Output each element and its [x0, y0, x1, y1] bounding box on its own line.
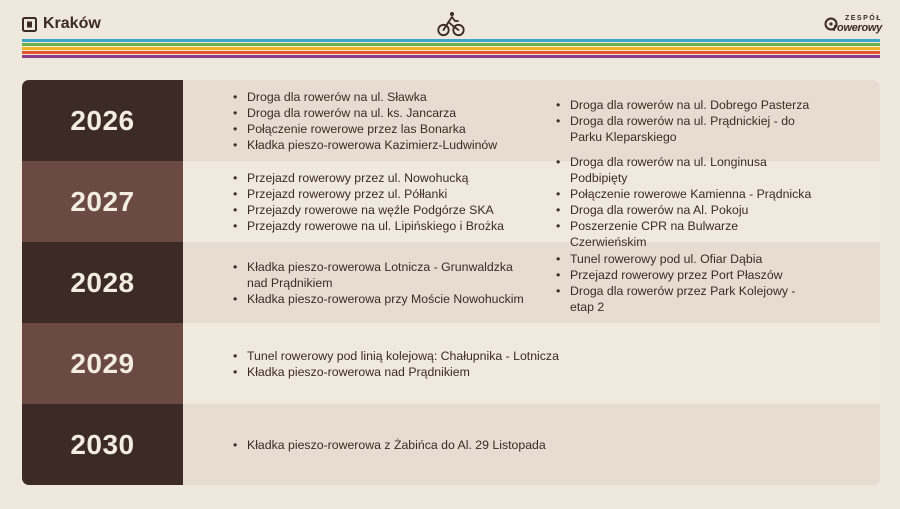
project-item: • Przejazd rowerowy przez ul. Półłanki [233, 186, 533, 202]
year-row [22, 323, 880, 404]
year-row [22, 80, 880, 161]
project-item: • Kładka pieszo-rowerowa przy Moście Nowohuckim [233, 291, 533, 307]
project-item: • Droga dla rowerów na ul. ks. Jancarza [233, 105, 533, 121]
zespol-rowerowy-logo[interactable] [822, 15, 882, 37]
project-list [183, 154, 880, 249]
project-list [183, 242, 880, 323]
krakow-logo[interactable] [22, 15, 101, 33]
project-column-left [233, 259, 533, 307]
project-item: • Droga dla rowerów na ul. Longinusa Podbipięty [556, 154, 816, 186]
year-row [22, 154, 880, 249]
krakow-logo-icon [22, 17, 37, 32]
project-column-right [556, 251, 816, 315]
cyclist-icon [437, 11, 465, 37]
project-item: • Przejazd rowerowy przez Port Płaszów [556, 267, 816, 283]
project-column-left [233, 348, 733, 380]
project-item: • Połączenie rowerowe przez las Bonarka [233, 121, 533, 137]
year-row [22, 242, 880, 323]
project-list [183, 404, 880, 485]
project-item: • Kładka pieszo-rowerowa z Żabińca do Al. 29 Listopada [233, 437, 733, 453]
year-row [22, 404, 880, 485]
project-item: • Droga dla rowerów na ul. Prądnickiej - do Parku Kleparskiego [556, 113, 816, 145]
color-stripe [22, 51, 880, 54]
project-column-right [556, 97, 816, 145]
project-list [183, 323, 880, 404]
project-list [183, 80, 880, 161]
project-item: • Droga dla rowerów przez Park Kolejowy - etap 2 [556, 283, 816, 315]
project-item: • Przejazdy rowerowe na węźle Podgórze SKA [233, 202, 533, 218]
year-label: 2030 [22, 404, 183, 485]
color-stripes [22, 39, 880, 59]
header [0, 0, 900, 40]
project-item: • Połączenie rowerowe Kamienna - Prądnicka [556, 186, 816, 202]
color-stripe [22, 55, 880, 58]
color-stripe [22, 39, 880, 42]
partner-name-top: ZESPÓŁ [844, 15, 882, 22]
project-item: • Tunel rowerowy pod linią kolejową: Chałupnika - Lotnicza [233, 348, 733, 364]
project-column-left [233, 437, 733, 453]
city-name: Kraków [43, 15, 101, 32]
project-item: • Droga dla rowerów na ul. Sławka [233, 89, 533, 105]
project-item: • Kładka pieszo-rowerowa nad Prądnikiem [233, 364, 733, 380]
project-item: • Kładka pieszo-rowerowa Kazimierz-Ludwinów [233, 137, 533, 153]
color-stripe [22, 43, 880, 46]
year-label: 2028 [22, 242, 183, 323]
project-item: • Poszerzenie CPR na Bulwarze Czerwieńskim [556, 218, 816, 250]
year-label: 2029 [22, 323, 183, 404]
year-label: 2027 [22, 161, 183, 242]
project-column-left [233, 170, 533, 234]
project-item: • Przejazd rowerowy przez ul. Nowohucką [233, 170, 533, 186]
year-label: 2026 [22, 80, 183, 161]
color-stripe [22, 47, 880, 50]
project-item: • Przejazdy rowerowe na ul. Lipińskiego i Brożka [233, 218, 533, 234]
project-item: • Droga dla rowerów na ul. Dobrego Pasterza [556, 97, 816, 113]
project-column-right [556, 154, 816, 250]
project-item: • Tunel rowerowy pod ul. Ofiar Dąbia [556, 251, 816, 267]
roadmap-table [22, 80, 880, 485]
project-item: • Droga dla rowerów na Al. Pokoju [556, 202, 816, 218]
project-column-left [233, 89, 533, 153]
project-item: • Kładka pieszo-rowerowa Lotnicza - Grunwaldzka nad Prądnikiem [233, 259, 533, 291]
partner-name-bottom: rowerowy [833, 22, 882, 34]
